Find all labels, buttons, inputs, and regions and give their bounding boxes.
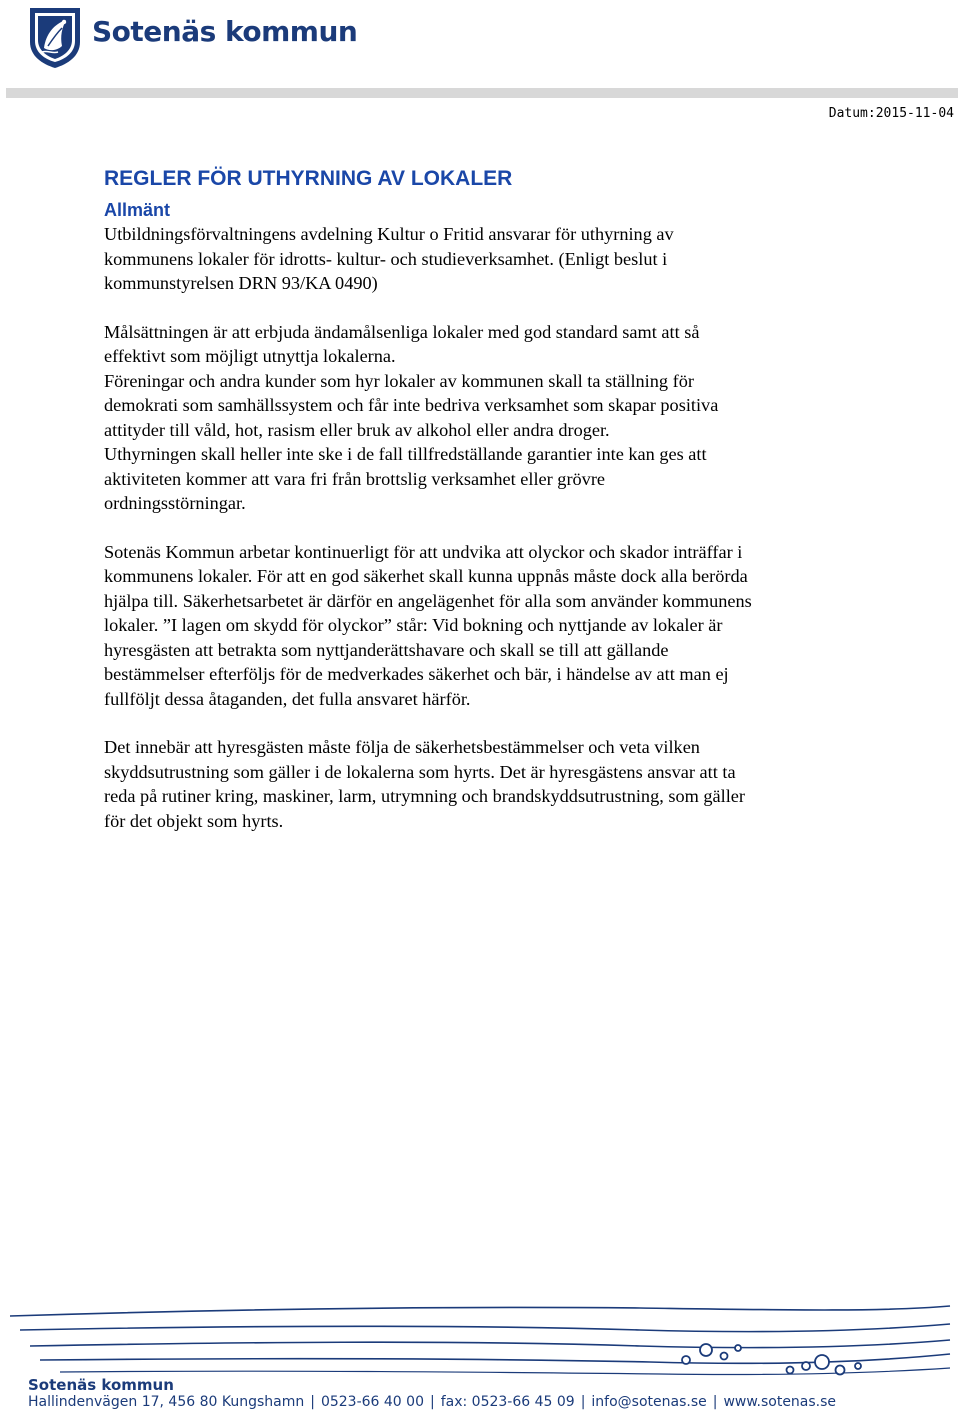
date-value: 2015-11-04 <box>875 106 954 121</box>
paragraph-responsibility: Utbildningsförvaltningens avdelning Kultur o Fritid ansvarar för uthyrning av kommunens lokaler för idrotts- kultur- och studieverksamhet. (Enligt beslut i kommunstyrelsen DRN 93/KA 0490) <box>104 224 674 293</box>
footer-separator: | <box>712 1394 718 1410</box>
footer-org-name: Sotenäs kommun <box>28 1376 174 1394</box>
footer-separator: | <box>580 1394 586 1410</box>
document-body <box>104 164 864 833</box>
footer-email-link[interactable]: info@sotenas.se <box>591 1394 707 1410</box>
sotenas-crest-icon <box>26 4 84 70</box>
footer-waves-decoration <box>0 1296 960 1386</box>
document-date <box>829 106 954 121</box>
org-logo-text: Sotenäs kommun <box>92 15 358 48</box>
footer-address: Hallindenvägen 17, 456 80 Kungshamn <box>28 1394 305 1410</box>
footer-separator: | <box>310 1394 315 1410</box>
paragraph-tenant-duties: Det innebär att hyresgästen måste följa de säkerhetsbestämmelser och veta vilken skyddsutrustning som gäller i de lokalerna som hyrts. Det är hyresgästens ansvar att ta reda på rutiner kring, maskiner, larm, utrymning och brandskyddsutrustning, som gäller för det objekt som hyrts. <box>104 737 746 831</box>
footer-phone: 0523-66 40 00 <box>320 1394 424 1410</box>
date-label: Datum: <box>828 106 876 121</box>
footer-fax: fax: 0523-66 45 09 <box>440 1394 575 1410</box>
header-band <box>6 88 958 98</box>
paragraph-safety: Sotenäs Kommun arbetar kontinuerligt för att undvika att olyckor och skador inträffar i kommunens lokaler. För att en god säkerhet skall kunna uppnås måste dock alla berörda hjälpa till. Säkerhetsarbetet är därför en angelägenhet för alla som använder kommunens lokaler. ”I lagen om skydd för olyckor” står: Vid bokning och nyttjande av lokaler är hyresgästen att betrakta som nyttjanderättshavare och skall se till att gällande bestämmelser efterföljs för de medverkades säkerhet och bär, i händelse av att man ej fullföljt dessa åtaganden, det fulla ansvaret härför. <box>104 541 752 709</box>
section-heading-allmant: Allmänt <box>104 200 171 220</box>
footer-separator: | <box>429 1394 435 1410</box>
footer-contact-line <box>28 1394 836 1410</box>
document-title: REGLER FÖR UTHYRNING AV LOKALER <box>104 167 513 190</box>
paragraph-objectives: Målsättningen är att erbjuda ändamålsenliga lokaler med god standard samt att så effektivt som möjligt utnyttja lokalerna. Föreningar och andra kunder som hyr lokaler av kommunen skall ta ställning för demokrati som samhällssystem och får inte bedriva verksamhet som skapar positiva attityder till våld, hot, rasism eller bruk av alkohol eller andra droger. Uthyrningen skall heller inte ske i de fall tillfredställande garantier inte kan ges att aktiviteten kommer att vara fri från brottslig verksamhet eller grövre ordningsstörningar. <box>104 321 719 513</box>
footer-website-link[interactable]: www.sotenas.se <box>723 1394 837 1410</box>
